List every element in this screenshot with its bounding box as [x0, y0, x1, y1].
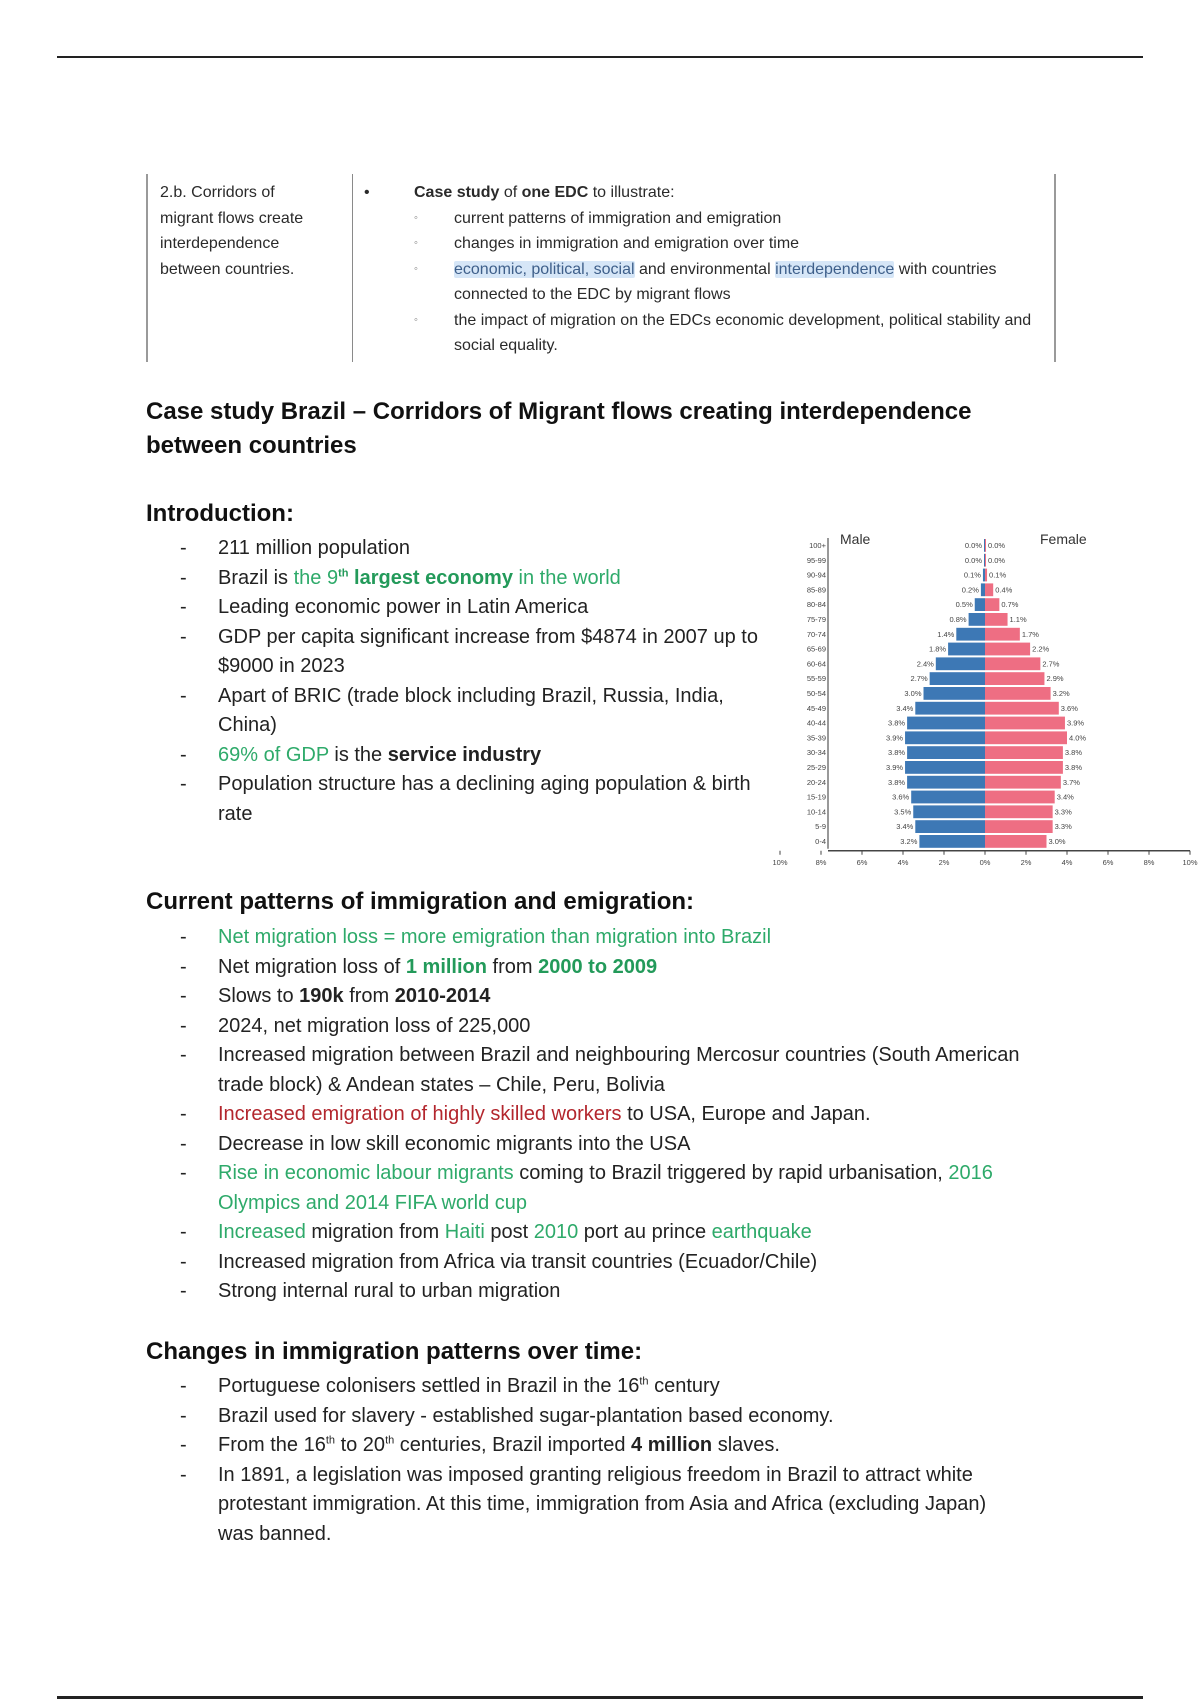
male-data-label: 3.8% [887, 748, 906, 758]
male-bar [956, 628, 985, 641]
changes-list [180, 1372, 1000, 1549]
female-bar [985, 613, 1008, 626]
x-tick-label: 0% [979, 857, 991, 867]
male-bar [930, 672, 985, 685]
spec-subitem: ◦ the impact of migration on the EDCs economic development, political stability and social equality. [414, 308, 1044, 359]
female-bar [985, 702, 1059, 715]
female-data-label: 3.6% [1060, 703, 1078, 713]
female-data-label: 3.7% [1062, 777, 1080, 787]
changes-heading: Changes in immigration patterns over time: [146, 1338, 643, 1365]
list-item: - Population structure has a declining aging population & birth rate [180, 773, 751, 825]
female-data-label: 0.1% [989, 570, 1007, 580]
male-bar [911, 791, 985, 804]
list-item: - Increased emigration of highly skilled workers to USA, Europe and Japan. [180, 1103, 871, 1125]
table-divider [352, 174, 353, 362]
male-data-label: 3.8% [887, 718, 906, 728]
age-tick-label: 45-49 [806, 703, 826, 713]
introduction-list [180, 534, 780, 829]
male-bar [915, 820, 985, 833]
female-bar [985, 776, 1061, 789]
circle-bullet-icon: ◦ [414, 313, 418, 326]
male-bar [948, 643, 985, 656]
specification-table [146, 174, 1056, 362]
male-bar [907, 776, 985, 789]
age-tick-label: 60-64 [806, 659, 826, 669]
x-tick-label: 8% [815, 857, 827, 867]
age-tick-label: 40-44 [806, 718, 826, 728]
footer-rule [57, 1696, 1143, 1699]
list-item: - Brazil used for slavery - established sugar-plantation based economy. [180, 1404, 834, 1427]
male-data-label: 3.9% [885, 763, 904, 772]
female-bar [985, 820, 1053, 833]
male-data-label: 0.1% [963, 570, 981, 580]
header-rule [57, 56, 1143, 58]
spec-topic: 2.b. Corridors of migrant flows create interdependence between countries. [160, 184, 304, 278]
age-tick-label: 10-14 [806, 807, 826, 817]
list-item: - In 1891, a legislation was imposed granting religious freedom in Brazil to attract white protestant immigration. At this time, immigration from Asia and Africa (excluding Japan) was banned. [180, 1463, 987, 1545]
female-bar [985, 554, 986, 567]
spec-subitem: ◦ economic, political, social and environmental interdependence with countries connected to the EDC by migrant flows [414, 257, 1044, 308]
list-item: - 211 million population [180, 537, 410, 559]
list-item: - Brazil is the 9th largest economy in the world [180, 566, 621, 589]
male-bar [907, 746, 985, 759]
x-tick-label: 6% [856, 857, 868, 867]
spec-content [414, 180, 1044, 359]
list-item: - Leading economic power in Latin America [180, 596, 589, 618]
population-pyramid-chart [772, 530, 1198, 890]
list-item: - From the 16th to 20th centuries, Brazil imported 4 million slaves. [180, 1434, 780, 1456]
female-bar [985, 569, 987, 582]
x-tick-label: 2% [1020, 857, 1032, 867]
x-tick-label: 4% [1061, 857, 1073, 867]
age-tick-label: 85-89 [806, 585, 826, 595]
female-bar [985, 731, 1067, 744]
age-tick-label: 0-4 [815, 837, 826, 846]
female-bar [985, 628, 1020, 641]
female-data-label: 0.0% [988, 555, 1006, 565]
male-bar [984, 554, 985, 567]
x-tick-label: 10% [772, 857, 788, 867]
spec-lead: Case study of one EDC to illustrate: [414, 184, 675, 201]
female-bar [985, 643, 1030, 656]
highlight: economic, political, social [454, 260, 635, 278]
page-title: Case study Brazil – Corridors of Migrant flows creating interdependence between countries [146, 398, 972, 459]
male-data-label: 1.4% [937, 629, 955, 639]
female-data-label: 3.8% [1064, 748, 1083, 758]
list-item: - Increased migration between Brazil and neighbouring Mercosur countries (South American trade block) & Andean states – Chile, Peru, Bolivia [180, 1044, 1020, 1096]
list-item: - Strong internal rural to urban migration [180, 1280, 561, 1302]
list-item: - Portuguese colonisers settled in Brazil in the 16th century [180, 1375, 720, 1397]
list-item: - Rise in economic labour migrants coming to Brazil triggered by rapid urbanisation, 2016 Olympics and 2014 FIFA world cup [180, 1162, 993, 1214]
female-bar [985, 687, 1051, 700]
list-item: - 2024, net migration loss of 225,000 [180, 1014, 531, 1037]
male-data-label: 3.5% [894, 807, 912, 817]
male-bar [984, 539, 985, 552]
male-data-label: 2.4% [916, 659, 934, 669]
female-data-label: 2.2% [1032, 644, 1050, 654]
female-bar [985, 805, 1053, 818]
list-item: - Increased migration from Haiti post 2010 port au prince earthquake [180, 1221, 812, 1243]
female-bar [985, 583, 993, 596]
female-data-label: 0.0% [988, 541, 1006, 550]
age-tick-label: 70-74 [806, 629, 826, 639]
male-data-label: 3.6% [892, 792, 910, 802]
list-item: - Net migration loss of 1 million from 2000 to 2009 [180, 955, 658, 978]
x-tick-label: 6% [1102, 857, 1114, 867]
male-bar [919, 835, 985, 848]
male-data-label: 2.7% [910, 674, 928, 684]
list-item: - Increased migration from Africa via transit countries (Ecuador/Chile) [180, 1250, 818, 1273]
female-data-label: 3.0% [1048, 837, 1066, 846]
circle-bullet-icon: ◦ [414, 211, 418, 224]
current-patterns-list [180, 923, 1030, 1307]
list-item: - Slows to 190k from 2010-2014 [180, 985, 491, 1007]
male-data-label: 0.5% [955, 600, 973, 610]
male-bar [915, 702, 985, 715]
circle-bullet-icon: ◦ [414, 237, 418, 249]
female-data-label: 3.4% [1056, 792, 1074, 802]
age-tick-label: 30-34 [806, 748, 826, 758]
female-data-label: 1.7% [1021, 629, 1039, 639]
x-tick-label: 10% [1182, 857, 1198, 867]
female-bar [985, 717, 1065, 730]
female-bar [985, 598, 999, 611]
male-bar [907, 717, 985, 730]
legend-male: Male [840, 531, 871, 547]
current-patterns-heading: Current patterns of immigration and emigration: [146, 888, 695, 915]
male-data-label: 0.8% [949, 615, 967, 624]
male-data-label: 1.8% [928, 644, 947, 654]
female-data-label: 3.3% [1054, 807, 1072, 817]
male-bar [905, 731, 985, 744]
female-data-label: 1.1% [1009, 615, 1027, 624]
male-data-label: 3.8% [887, 777, 906, 787]
female-data-label: 3.2% [1052, 689, 1070, 698]
female-data-label: 2.7% [1042, 659, 1060, 669]
x-tick-label: 8% [1143, 857, 1155, 867]
male-bar [983, 569, 985, 582]
male-data-label: 0.0% [964, 555, 982, 565]
bullet-icon: • [364, 184, 370, 201]
spec-subitem: ◦ changes in immigration and emigration over time [414, 231, 1044, 257]
list-item: - 69% of GDP is the service industry [180, 743, 542, 766]
age-tick-label: 20-24 [806, 777, 826, 787]
introduction-heading: Introduction: [146, 500, 294, 527]
age-tick-label: 50-54 [806, 689, 826, 698]
age-tick-label: 80-84 [806, 600, 826, 610]
female-bar [985, 539, 986, 552]
age-tick-label: 5-9 [815, 822, 826, 832]
female-bar [985, 657, 1040, 670]
age-tick-label: 95-99 [806, 555, 826, 565]
male-bar [936, 657, 985, 670]
male-bar [969, 613, 985, 626]
x-tick-label: 2% [938, 857, 950, 867]
female-bar [985, 672, 1044, 685]
male-bar [975, 598, 985, 611]
female-bar [985, 746, 1063, 759]
age-tick-label: 25-29 [806, 763, 826, 772]
female-data-label: 0.7% [1001, 600, 1019, 610]
male-bar [981, 583, 985, 596]
pyramid-svg [772, 530, 1198, 890]
female-data-label: 0.4% [995, 585, 1013, 595]
male-data-label: 3.4% [896, 822, 914, 832]
male-data-label: 3.4% [896, 703, 914, 713]
age-tick-label: 55-59 [806, 674, 826, 684]
male-data-label: 3.0% [904, 689, 922, 698]
list-item: - GDP per capita significant increase from $4874 in 2007 up to $9000 in 2023 [180, 625, 758, 677]
age-tick-label: 65-69 [806, 644, 826, 654]
age-tick-label: 100+ [809, 541, 826, 550]
x-tick-label: 4% [897, 857, 909, 867]
male-data-label: 3.2% [900, 837, 918, 846]
male-data-label: 0.0% [964, 541, 982, 550]
female-data-label: 4.0% [1069, 733, 1087, 743]
age-tick-label: 35-39 [806, 733, 826, 743]
list-item: - Decrease in low skill economic migrants into the USA [180, 1132, 691, 1155]
female-bar [985, 761, 1063, 774]
male-bar [905, 761, 985, 774]
female-data-label: 2.9% [1046, 674, 1064, 684]
male-data-label: 0.2% [961, 585, 979, 595]
age-tick-label: 75-79 [806, 615, 826, 624]
list-item: - Net migration loss = more emigration than migration into Brazil [180, 926, 772, 948]
list-item: - Apart of BRIC (trade block including Brazil, Russia, India, China) [180, 684, 724, 736]
circle-bullet-icon: ◦ [414, 262, 418, 275]
age-tick-label: 90-94 [806, 570, 826, 580]
male-bar [924, 687, 986, 700]
male-data-label: 3.9% [885, 733, 904, 743]
female-data-label: 3.9% [1066, 718, 1085, 728]
female-data-label: 3.8% [1064, 763, 1083, 772]
male-bar [913, 805, 985, 818]
age-tick-label: 15-19 [806, 792, 826, 802]
legend-female: Female [1040, 531, 1087, 547]
spec-subitem: ◦ current patterns of immigration and emigration [414, 206, 1044, 232]
female-data-label: 3.3% [1054, 822, 1072, 832]
female-bar [985, 835, 1047, 848]
highlight: interdependence [775, 260, 895, 278]
female-bar [985, 791, 1055, 804]
